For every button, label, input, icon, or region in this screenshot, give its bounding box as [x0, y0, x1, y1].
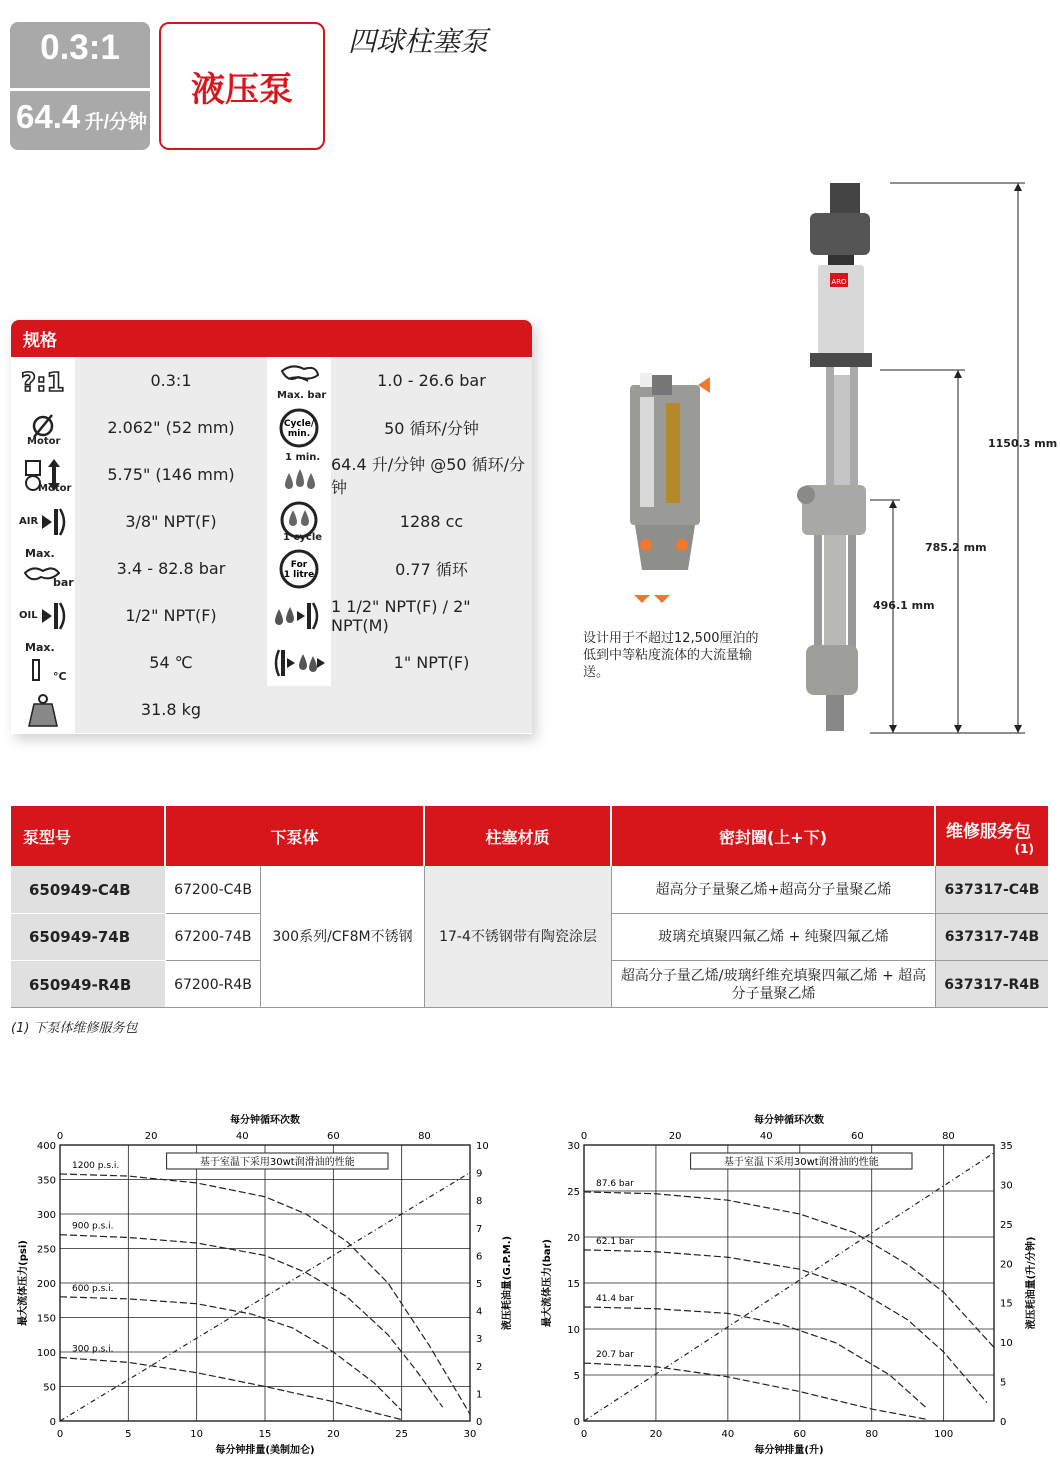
- air-inlet-icon: [11, 498, 75, 545]
- header-service-kit: [936, 806, 1048, 866]
- seal-material: 玻璃充填聚四氟乙烯 + 纯聚四氟乙烯: [612, 914, 935, 960]
- y-tick-label: 20: [567, 1233, 580, 1244]
- spec-value: 2.062" (52 mm): [75, 404, 267, 451]
- series-line: [584, 1192, 994, 1347]
- performance-chart-litres: [532, 1095, 1052, 1465]
- spec-row: [11, 498, 532, 545]
- x-tick-label: 15: [258, 1429, 272, 1440]
- spec-table: [11, 320, 532, 734]
- max-bar-icon: [267, 357, 331, 404]
- motor-stroke-icon: [11, 451, 75, 498]
- spec-row: [11, 592, 532, 639]
- service-kit-part: 637317-R4B: [936, 961, 1048, 1008]
- spec-value: 1" NPT(F): [331, 639, 532, 686]
- series-label: 1200 p.s.i.: [72, 1160, 120, 1171]
- flow-rate: [16, 98, 147, 136]
- performance-chart-gallons: [8, 1095, 513, 1465]
- y2-tick-label: 15: [1000, 1298, 1013, 1310]
- x2-tick-label: 60: [326, 1131, 340, 1142]
- lower-pump-part: 67200-74B: [166, 914, 260, 960]
- spec-row: [11, 357, 532, 404]
- lower-pump-material: 300系列/CF8M不锈钢: [261, 866, 424, 1008]
- spec-title: 规格: [11, 320, 532, 357]
- y2-tick-label: 7: [476, 1223, 483, 1235]
- series-label: 41.4 bar: [596, 1293, 634, 1304]
- y2-axis-label: 液压耗油量(G.P.M.): [502, 1235, 513, 1331]
- service-kit-part: 637317-C4B: [936, 866, 1048, 913]
- y2-tick-label: 20: [1000, 1259, 1013, 1271]
- y2-tick-label: 8: [476, 1196, 483, 1208]
- x-tick-label: 60: [793, 1429, 807, 1440]
- series-label: 62.1 bar: [596, 1236, 634, 1247]
- icon-label: Max. bar: [277, 390, 327, 401]
- oil-inlet-icon: [11, 592, 75, 639]
- x2-axis-label: 每分钟循环次数: [754, 1115, 824, 1126]
- dimension-lines: [870, 183, 1025, 733]
- svg-text:Cycle/: Cycle/: [283, 418, 315, 429]
- service-kit-footnote-ref: (1): [1014, 841, 1034, 856]
- empty-icon-cell: [267, 686, 331, 733]
- series-line: [584, 1363, 926, 1419]
- x2-tick-label: 20: [668, 1131, 682, 1142]
- spec-row: [11, 404, 532, 451]
- spec-value: 0.77 循环: [331, 545, 532, 592]
- spec-value: 5.75" (146 mm): [75, 451, 267, 498]
- series-line: [60, 1235, 443, 1408]
- icon-label: OIL: [19, 610, 38, 621]
- y2-tick-label: 3: [476, 1334, 483, 1346]
- series-label: 600 p.s.i.: [72, 1283, 114, 1294]
- y-tick-label: 400: [36, 1141, 56, 1152]
- y-tick-label: 25: [567, 1187, 580, 1198]
- y-tick-label: 5: [573, 1371, 580, 1382]
- spec-row: [11, 451, 532, 498]
- svg-text:For: For: [290, 559, 308, 570]
- spec-row: [11, 639, 532, 686]
- badge-divider: [10, 88, 150, 91]
- y-tick-label: 250: [36, 1244, 56, 1256]
- dim-lower-height: 496.1 mm: [873, 599, 935, 612]
- spec-row: [11, 686, 532, 733]
- y2-tick-label: 1: [476, 1389, 483, 1401]
- motor-diameter-icon: [11, 404, 75, 451]
- flow-value: 64.4: [16, 98, 81, 135]
- y-tick-label: 10: [567, 1325, 580, 1336]
- seal-material: 超高分子量乙烯/玻璃纤维充填聚四氟乙烯 + 超高分子量聚乙烯: [612, 961, 935, 1008]
- fluid-outlet-icon: [267, 639, 331, 686]
- icon-label: Max.: [25, 547, 55, 560]
- y-tick-label: 100: [36, 1348, 56, 1359]
- y2-tick-label: 4: [476, 1306, 483, 1318]
- plunger-material: 17-4不锈钢带有陶瓷涂层: [425, 866, 611, 1008]
- spec-row: [11, 545, 532, 592]
- x-tick-label: 0: [56, 1429, 64, 1440]
- model-table: [11, 806, 1048, 1008]
- icon-label: Max.: [25, 641, 55, 654]
- fluid-inlet-icon: [267, 592, 331, 639]
- spec-value: 1.0 - 26.6 bar: [331, 357, 532, 404]
- y-tick-label: 150: [36, 1313, 56, 1325]
- icon-label: Motor: [38, 483, 72, 494]
- x-tick-label: 5: [125, 1429, 132, 1440]
- icon-sublabel: bar: [53, 576, 74, 589]
- spec-value: 3/8" NPT(F): [75, 498, 267, 545]
- x-tick-label: 30: [463, 1429, 477, 1440]
- displacement-cycle-icon: [267, 498, 331, 545]
- flow-unit: 升/分钟: [84, 112, 147, 133]
- chart-title: 基于室温下采用30wt润滑油的性能: [199, 1157, 355, 1168]
- icon-label: Motor: [27, 436, 61, 447]
- icon-label: AIR: [19, 516, 39, 527]
- series-label: 87.6 bar: [596, 1178, 634, 1189]
- x2-tick-label: 40: [759, 1131, 773, 1142]
- ratio-icon: [11, 357, 75, 404]
- x2-axis-label: 每分钟循环次数: [230, 1115, 300, 1126]
- header-plunger-material: 柱塞材质: [425, 806, 610, 866]
- y-tick-label: 30: [567, 1141, 580, 1152]
- max-temp-icon: [11, 639, 75, 686]
- header-model: 泵型号: [11, 806, 164, 866]
- weight-icon: [11, 686, 75, 733]
- y-tick-label: 200: [36, 1279, 56, 1290]
- y-tick-label: 50: [43, 1382, 56, 1394]
- series-label: 900 p.s.i.: [72, 1221, 114, 1232]
- x-tick-label: 25: [395, 1429, 409, 1440]
- spec-value: 54 ℃: [75, 639, 267, 686]
- svg-text:?:1: ?:1: [21, 367, 65, 398]
- y2-tick-label: 35: [1000, 1141, 1013, 1152]
- y2-axis-label: 液压耗油量(升/分钟): [1026, 1236, 1037, 1330]
- icon-label: 1 min.: [285, 452, 321, 463]
- y-tick-label: 15: [567, 1279, 580, 1290]
- x-tick-label: 20: [649, 1429, 663, 1440]
- y-tick-label: 300: [36, 1210, 56, 1221]
- y2-tick-label: 30: [1000, 1180, 1013, 1192]
- header-seals: 密封圈(上+下): [612, 806, 934, 866]
- lower-pump-part: 67200-C4B: [166, 866, 260, 913]
- spec-value: 1/2" NPT(F): [75, 592, 267, 639]
- service-kit-part: 637317-74B: [936, 914, 1048, 960]
- y2-tick-label: 5: [476, 1279, 483, 1290]
- spec-value: 1 1/2" NPT(F) / 2" NPT(M): [331, 592, 532, 639]
- model-number: 650949-74B: [11, 914, 165, 960]
- x-tick-label: 0: [580, 1429, 588, 1440]
- y-axis-label: 最大流体压力(psi): [18, 1240, 29, 1326]
- svg-text:min.: min.: [287, 428, 311, 439]
- lower-pump-part: 67200-R4B: [166, 961, 260, 1008]
- max-bar-fluid-icon: [11, 545, 75, 592]
- svg-text:ARO: ARO: [831, 278, 847, 286]
- x-tick-label: 20: [326, 1429, 340, 1440]
- y-tick-label: 0: [573, 1417, 580, 1428]
- y2-tick-label: 9: [476, 1168, 483, 1180]
- series-label: 20.7 bar: [596, 1350, 634, 1361]
- svg-text:1 litre: 1 litre: [283, 569, 315, 580]
- spec-value: 1288 cc: [331, 498, 532, 545]
- pump-description: 设计用于不超过12,500厘泊的低到中等粘度流体的大流量输送。: [583, 631, 759, 680]
- y-axis-label: 最大流体压力(bar): [542, 1239, 553, 1327]
- y-tick-label: 350: [36, 1175, 56, 1187]
- cutaway-pump-image: [630, 373, 710, 603]
- main-pump-image: [797, 183, 872, 731]
- service-kit-label: 维修服务包: [946, 821, 1031, 842]
- model-number: 650949-R4B: [11, 961, 165, 1008]
- flow-1min-icon: [267, 451, 331, 498]
- cycle-min-icon: [267, 404, 331, 451]
- spec-value: 3.4 - 82.8 bar: [75, 545, 267, 592]
- x2-tick-label: 0: [56, 1131, 64, 1142]
- series-line: [584, 1307, 926, 1407]
- x-axis-label: 每分钟排量(升): [754, 1445, 824, 1456]
- for-1litre-icon: [267, 545, 331, 592]
- pump-type-label: 液压泵: [191, 69, 293, 110]
- x2-tick-label: 40: [235, 1131, 249, 1142]
- dim-mid-height: 785.2 mm: [925, 541, 987, 554]
- x-tick-label: 40: [721, 1429, 735, 1440]
- x-tick-label: 10: [190, 1429, 204, 1440]
- model-number: 650949-C4B: [11, 866, 165, 913]
- y2-tick-label: 0: [1000, 1417, 1007, 1428]
- x-tick-label: 100: [934, 1429, 954, 1440]
- pump-ratio: 0.3:1: [40, 28, 120, 67]
- y2-tick-label: 10: [476, 1141, 489, 1152]
- spec-value: 0.3:1: [75, 357, 267, 404]
- x-axis-label: 每分钟排量(美制加仑): [215, 1445, 315, 1456]
- series-label: 300 p.s.i.: [72, 1344, 114, 1355]
- header-lower-pump: 下泵体: [166, 806, 423, 866]
- y2-tick-label: 10: [1000, 1338, 1013, 1350]
- spec-value: 64.4 升/分钟 @50 循环/分钟: [331, 451, 532, 498]
- ratio-badge: [10, 22, 150, 150]
- x2-tick-label: 80: [418, 1131, 431, 1142]
- y2-tick-label: 0: [476, 1417, 483, 1428]
- spec-value: 50 循环/分钟: [331, 404, 532, 451]
- icon-sublabel: °C: [53, 670, 67, 683]
- x-tick-label: 80: [865, 1429, 879, 1440]
- icon-label: 1 cycle: [283, 532, 323, 543]
- y2-tick-label: 6: [476, 1251, 483, 1263]
- series-line: [60, 1358, 402, 1420]
- x2-tick-label: 80: [942, 1131, 955, 1142]
- spec-value: [331, 686, 532, 733]
- dim-overall-height: 1150.3 mm: [988, 437, 1058, 450]
- x2-tick-label: 20: [144, 1131, 158, 1142]
- spec-value: 31.8 kg: [75, 686, 267, 733]
- y2-tick-label: 25: [1000, 1219, 1013, 1231]
- x2-tick-label: 0: [580, 1131, 588, 1142]
- chart-title: 基于室温下采用30wt润滑油的性能: [723, 1157, 879, 1168]
- seal-material: 超高分子量聚乙烯+超高分子量聚乙烯: [612, 866, 935, 913]
- y2-tick-label: 5: [1000, 1377, 1007, 1389]
- x2-tick-label: 60: [850, 1131, 864, 1142]
- y2-tick-label: 2: [476, 1361, 483, 1373]
- page-subtitle: 四球柱塞泵: [348, 25, 489, 58]
- table-footnote: (1) 下泵体维修服务包: [11, 1021, 138, 1036]
- y-tick-label: 0: [49, 1417, 56, 1428]
- pump-type-badge: [159, 22, 325, 150]
